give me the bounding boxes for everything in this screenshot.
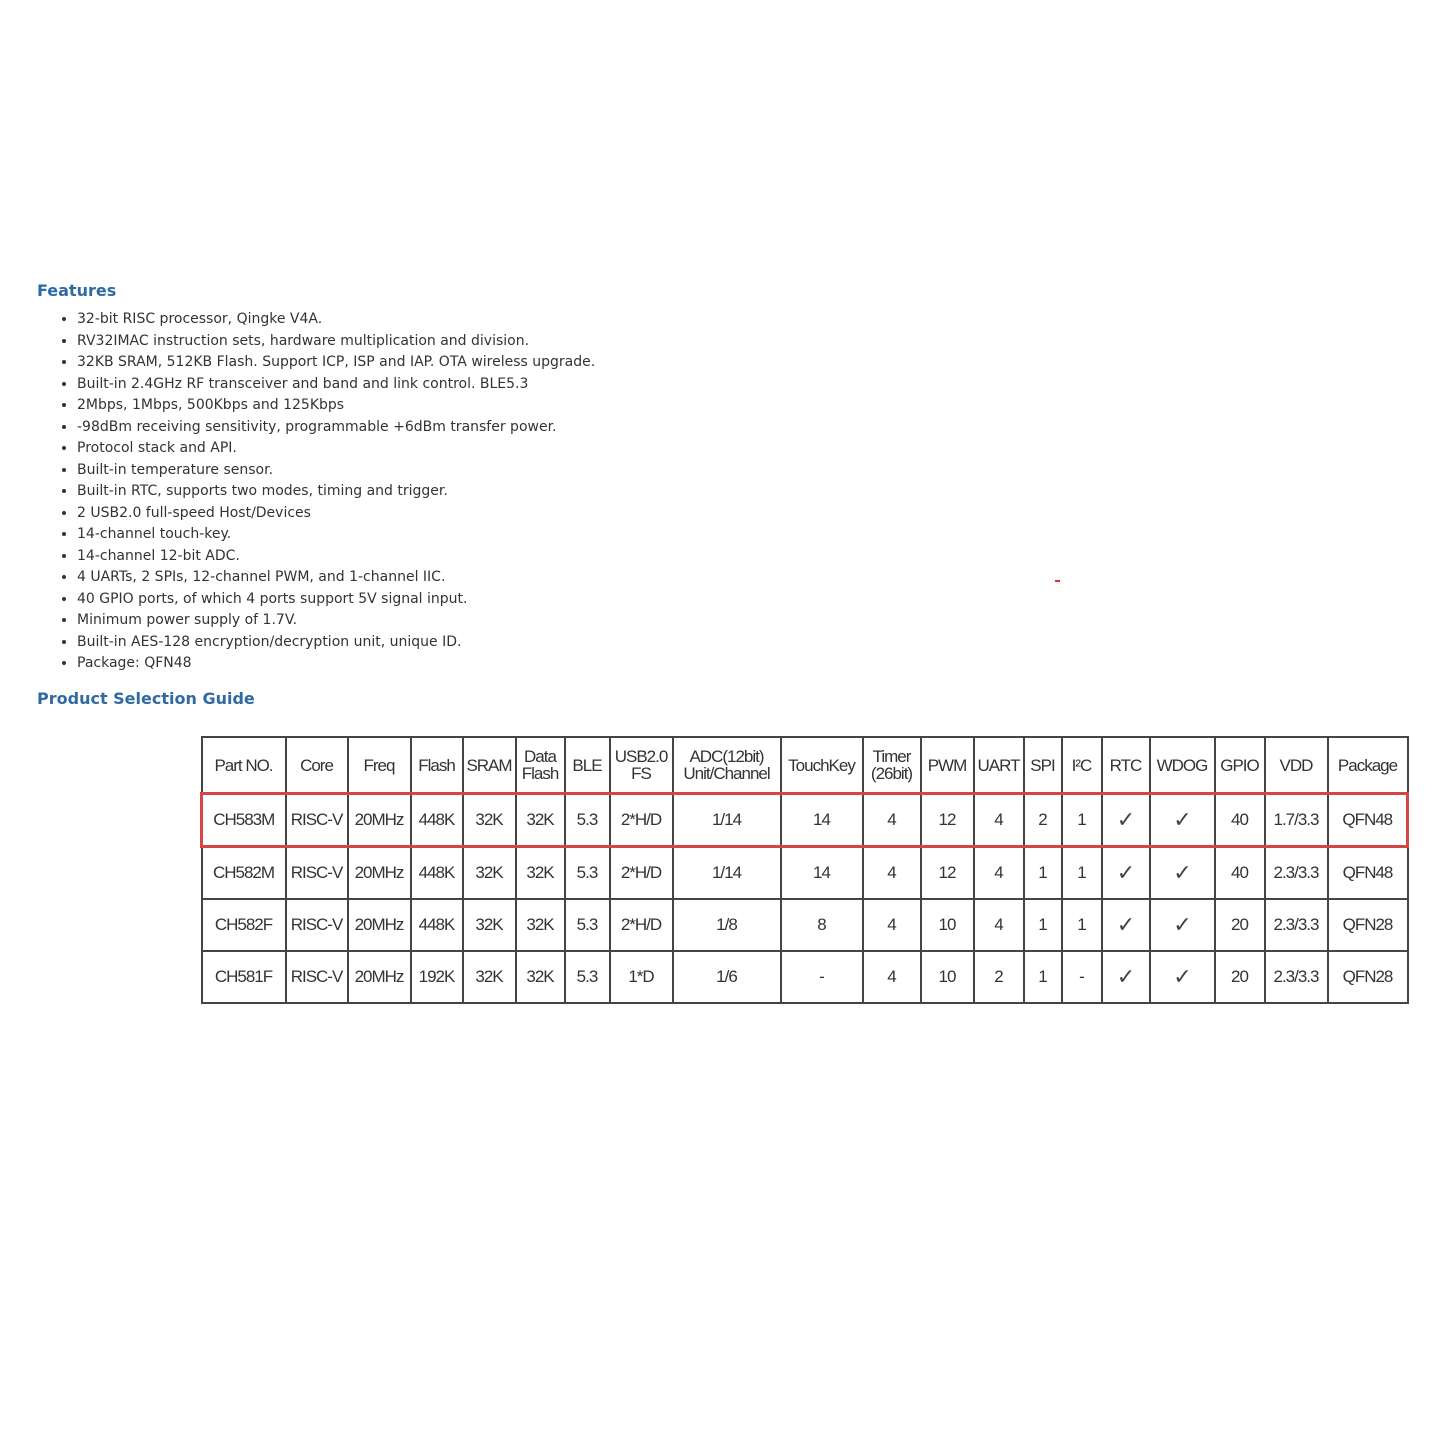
table-cell: 1 xyxy=(1024,847,1062,900)
table-cell: - xyxy=(1062,951,1102,1003)
table-cell: 14 xyxy=(781,794,863,847)
table-cell: 4 xyxy=(974,794,1024,847)
column-header: Flash xyxy=(411,737,463,794)
table-cell: RISC-V xyxy=(286,951,348,1003)
column-header: Data Flash xyxy=(516,737,565,794)
check-icon: ✓ xyxy=(1102,794,1150,847)
column-header: RTC xyxy=(1102,737,1150,794)
table-cell: 20MHz xyxy=(348,899,411,951)
table-row xyxy=(202,899,1408,951)
red-mark xyxy=(1055,580,1060,582)
column-header: Part NO. xyxy=(202,737,286,794)
table-cell: 1/8 xyxy=(673,899,781,951)
table-cell: 1/6 xyxy=(673,951,781,1003)
check-icon: ✓ xyxy=(1102,899,1150,951)
check-icon: ✓ xyxy=(1102,951,1150,1003)
feature-item: • 32KB SRAM, 512KB Flash. Support ICP, ISP and IAP. OTA wireless upgrade. xyxy=(77,352,595,374)
table-cell: 1/14 xyxy=(673,794,781,847)
check-icon: ✓ xyxy=(1150,899,1215,951)
table-cell: 1*D xyxy=(610,951,673,1003)
check-icon: ✓ xyxy=(1150,951,1215,1003)
table-cell: QFN48 xyxy=(1328,847,1408,900)
table-cell: 20 xyxy=(1215,951,1265,1003)
feature-item: • Built-in AES-128 encryption/decryption unit, unique ID. xyxy=(77,632,595,654)
table-cell: 2 xyxy=(1024,794,1062,847)
table-cell: QFN48 xyxy=(1328,794,1408,847)
feature-item: • Minimum power supply of 1.7V. xyxy=(77,610,595,632)
column-header: UART xyxy=(974,737,1024,794)
table-cell: CH583M xyxy=(202,794,286,847)
table-cell: 32K xyxy=(463,847,516,900)
table-cell: 1 xyxy=(1062,794,1102,847)
table-cell: 2*H/D xyxy=(610,899,673,951)
table-cell: CH581F xyxy=(202,951,286,1003)
table-cell: 192K xyxy=(411,951,463,1003)
selection-guide-heading: Product Selection Guide xyxy=(37,689,255,708)
table-cell: 5.3 xyxy=(565,794,610,847)
table-cell: 448K xyxy=(411,847,463,900)
table-cell: 10 xyxy=(921,951,974,1003)
table-cell: 40 xyxy=(1215,847,1265,900)
product-selection-table xyxy=(200,736,1409,1004)
table-cell: 2.3/3.3 xyxy=(1265,899,1328,951)
feature-item: • 32-bit RISC processor, Qingke V4A. xyxy=(77,309,595,331)
table-cell: 2.3/3.3 xyxy=(1265,951,1328,1003)
column-header: BLE xyxy=(565,737,610,794)
table-cell: RISC-V xyxy=(286,847,348,900)
feature-item: • Built-in 2.4GHz RF transceiver and band and link control. BLE5.3 xyxy=(77,374,595,396)
table-cell: 1 xyxy=(1024,951,1062,1003)
table-cell: 4 xyxy=(863,847,921,900)
check-icon: ✓ xyxy=(1102,847,1150,900)
table-cell: 448K xyxy=(411,794,463,847)
table-cell: 8 xyxy=(781,899,863,951)
table-cell: 20MHz xyxy=(348,951,411,1003)
table-cell: QFN28 xyxy=(1328,951,1408,1003)
feature-item: • 2 USB2.0 full-speed Host/Devices xyxy=(77,503,595,525)
column-header: I²C xyxy=(1062,737,1102,794)
feature-item: • Protocol stack and API. xyxy=(77,438,595,460)
table-cell: 4 xyxy=(863,794,921,847)
column-header: Core xyxy=(286,737,348,794)
check-icon: ✓ xyxy=(1150,794,1215,847)
table-cell: 5.3 xyxy=(565,951,610,1003)
table-cell: 32K xyxy=(516,794,565,847)
table-row xyxy=(202,951,1408,1003)
table-cell: 2*H/D xyxy=(610,794,673,847)
table-cell: 2 xyxy=(974,951,1024,1003)
column-header: GPIO xyxy=(1215,737,1265,794)
column-header: SPI xyxy=(1024,737,1062,794)
table-cell: 32K xyxy=(463,794,516,847)
feature-item: • 40 GPIO ports, of which 4 ports support 5V signal input. xyxy=(77,589,595,611)
feature-item: • 2Mbps, 1Mbps, 500Kbps and 125Kbps xyxy=(77,395,595,417)
table-cell: 20 xyxy=(1215,899,1265,951)
column-header: ADC(12bit) Unit/Channel xyxy=(673,737,781,794)
table-cell: 12 xyxy=(921,794,974,847)
table-cell: 20MHz xyxy=(348,794,411,847)
column-header: USB2.0 FS xyxy=(610,737,673,794)
table-cell: 1 xyxy=(1062,847,1102,900)
table-cell: 1 xyxy=(1024,899,1062,951)
column-header: TouchKey xyxy=(781,737,863,794)
table-cell: 1.7/3.3 xyxy=(1265,794,1328,847)
table-cell: 14 xyxy=(781,847,863,900)
table-cell: 1/14 xyxy=(673,847,781,900)
table-cell: 2.3/3.3 xyxy=(1265,847,1328,900)
feature-item: • 14-channel 12-bit ADC. xyxy=(77,546,595,568)
table-cell: 32K xyxy=(463,899,516,951)
feature-item: • Built-in RTC, supports two modes, timing and trigger. xyxy=(77,481,595,503)
column-header: Freq xyxy=(348,737,411,794)
column-header: SRAM xyxy=(463,737,516,794)
table-cell: QFN28 xyxy=(1328,899,1408,951)
feature-item: • Package: QFN48 xyxy=(77,653,595,675)
table-cell: 2*H/D xyxy=(610,847,673,900)
feature-item: • Built-in temperature sensor. xyxy=(77,460,595,482)
table-cell: 4 xyxy=(974,847,1024,900)
table-cell: 40 xyxy=(1215,794,1265,847)
table-cell: 5.3 xyxy=(565,847,610,900)
table-cell: 32K xyxy=(463,951,516,1003)
table-cell: CH582M xyxy=(202,847,286,900)
features-list xyxy=(37,309,595,675)
column-header: VDD xyxy=(1265,737,1328,794)
feature-item: • -98dBm receiving sensitivity, programmable +6dBm transfer power. xyxy=(77,417,595,439)
table-cell: 448K xyxy=(411,899,463,951)
table-cell: 10 xyxy=(921,899,974,951)
table-cell: RISC-V xyxy=(286,794,348,847)
table-cell: 1 xyxy=(1062,899,1102,951)
table-cell: 4 xyxy=(863,899,921,951)
feature-item: • 14-channel touch-key. xyxy=(77,524,595,546)
table-cell: - xyxy=(781,951,863,1003)
table-cell: 20MHz xyxy=(348,847,411,900)
table-cell: 32K xyxy=(516,899,565,951)
table-cell: 5.3 xyxy=(565,899,610,951)
table-cell: 4 xyxy=(863,951,921,1003)
table-cell: RISC-V xyxy=(286,899,348,951)
feature-item: • 4 UARTs, 2 SPIs, 12-channel PWM, and 1-channel IIC. xyxy=(77,567,595,589)
column-header: Package xyxy=(1328,737,1408,794)
check-icon: ✓ xyxy=(1150,847,1215,900)
features-heading: Features xyxy=(37,281,117,300)
table-cell: 12 xyxy=(921,847,974,900)
table-cell: CH582F xyxy=(202,899,286,951)
column-header: Timer (26bit) xyxy=(863,737,921,794)
table-cell: 32K xyxy=(516,951,565,1003)
column-header: WDOG xyxy=(1150,737,1215,794)
table-cell: 32K xyxy=(516,847,565,900)
table-row xyxy=(202,847,1408,900)
feature-item: • RV32IMAC instruction sets, hardware multiplication and division. xyxy=(77,331,595,353)
table-cell: 4 xyxy=(974,899,1024,951)
table-row xyxy=(202,794,1408,847)
column-header: PWM xyxy=(921,737,974,794)
